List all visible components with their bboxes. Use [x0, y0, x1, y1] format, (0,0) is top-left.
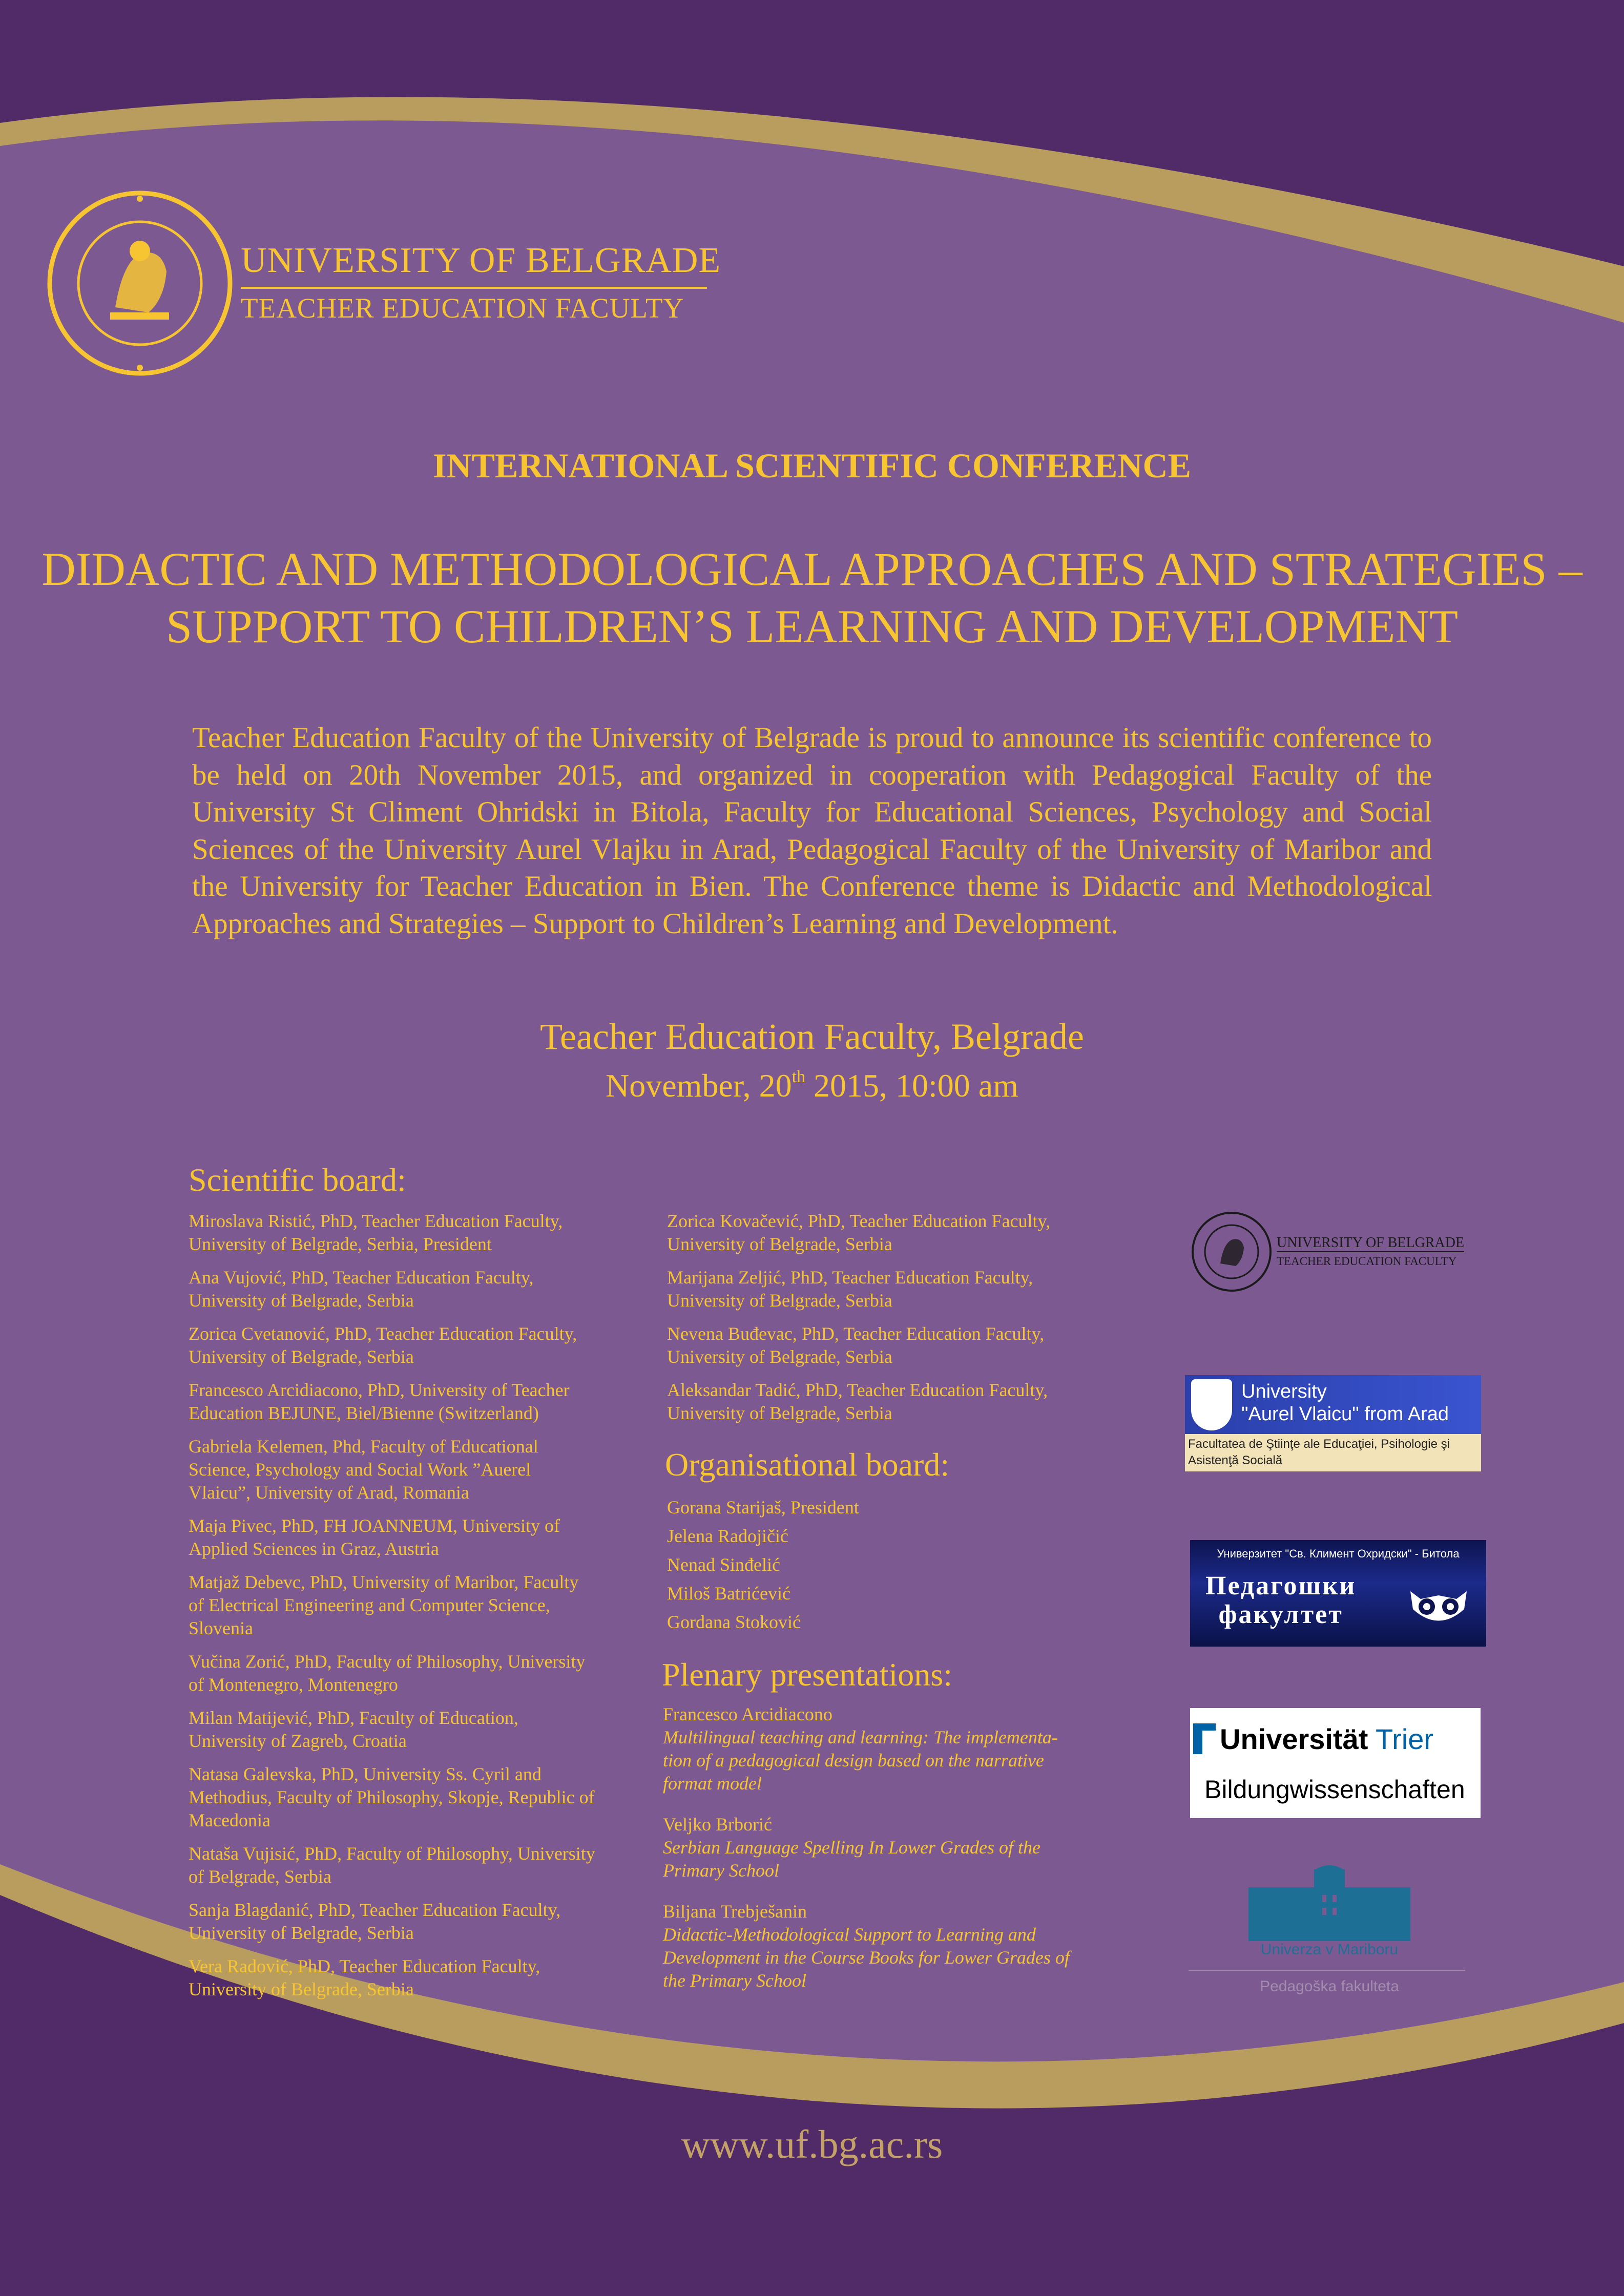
university-name: UNIVERSITY OF BELGRADE [241, 241, 721, 280]
belgrade-logo-name: UNIVERSITY OF BELGRADE [1277, 1235, 1464, 1252]
board-member [189, 1210, 629, 1256]
arad-logo-faculty-box [1185, 1434, 1481, 1471]
board-member [189, 1899, 629, 1945]
university-seal-logo [46, 189, 234, 377]
plenary-item [663, 1900, 1070, 1992]
plenary-talk-title-line: the Primary School [663, 1970, 806, 1991]
plenary-talk-title-line: Primary School [663, 1860, 779, 1881]
board-member-line: University of Belgrade, Serbia [189, 1290, 414, 1311]
board-member-line: Methodius, Faculty of Philosophy, Skopje, Republic of [189, 1787, 595, 1807]
partner-logo-maribor [1189, 1864, 1465, 2003]
board-member-line: Nataša Vujisić, PhD, Faculty of Philosophy, University [189, 1843, 595, 1864]
arad-logo-banner [1185, 1375, 1481, 1434]
bitola-faculty-line-1: Педагошки [1205, 1571, 1357, 1600]
board-member-line: University of Belgrade, Serbia [667, 1403, 892, 1423]
board-member-line: Vučina Zorić, PhD, Faculty of Philosophy, University [189, 1651, 586, 1672]
plenary-talk-title-line: tion of a pedagogical design based on the narrative [663, 1750, 1044, 1771]
conference-kind-heading: INTERNATIONAL SCIENTIFIC CONFERENCE [433, 446, 1191, 485]
arad-name-line-2: "Aurel Vlaicu" from Arad [1241, 1403, 1449, 1425]
board-member-line: Ana Vujović, PhD, Teacher Education Faculty, [189, 1267, 534, 1288]
arad-name-line-1: University [1241, 1381, 1327, 1402]
board-member-line: Nevena Buđevac, PhD, Teacher Education Faculty, [667, 1323, 1045, 1344]
bitola-logo-university: Универзитет "Св. Климент Охридски" - Битола [1217, 1547, 1460, 1560]
maribor-building-icon [1248, 1864, 1410, 1941]
trier-logo-faculty: Bildungwissenschaften [1204, 1775, 1465, 1804]
board-member [189, 1707, 629, 1753]
board-member-line: Science, Psychology and Social Work ”Auerel [189, 1459, 531, 1480]
organisational-board-member: Nenad Sinđelić [667, 1554, 780, 1575]
bitola-logo-faculty [1205, 1572, 1356, 1629]
partner-logo-bitola [1190, 1540, 1486, 1647]
board-member [189, 1763, 629, 1832]
board-member-line: University of Belgrade, Serbia [189, 1346, 414, 1367]
organisational-board-member: Miloš Batrićević [667, 1583, 790, 1604]
owl-icon [1405, 1581, 1472, 1627]
board-member [189, 1571, 629, 1640]
plenary-item [663, 1703, 1070, 1795]
board-member-line: Francesco Arcidiacono, PhD, University of Teacher [189, 1380, 570, 1400]
partner-logo-arad [1185, 1375, 1481, 1471]
arad-logo-name [1241, 1380, 1449, 1425]
plenary-presentations-title: Plenary presentations: [662, 1656, 952, 1693]
board-member-line: Marijana Zeljić, PhD, Teacher Education Faculty, [667, 1267, 1033, 1288]
conference-intro-paragraph: Teacher Education Faculty of the University of Belgrade is proud to announce its scientific conference to be held on 20th November 2015, and organized in cooperation with Pedagogical Faculty of the University St Climent Ohridski in Bitola, Faculty for Educational Sciences, Psychology and Social Sciences of the University Aurel Vlajku in Arad, Pedagogical Faculty of the University of Maribor and the University for Teacher Education in Bien. The Conference theme is Didactic and Methodological Approaches and Strategies – Support to Children’s Learning and Development. [192, 722, 1432, 940]
partner-logo-belgrade [1190, 1210, 1487, 1294]
maribor-logo-divider [1189, 1970, 1465, 1971]
board-member [189, 1435, 629, 1504]
partner-logo-trier [1190, 1708, 1481, 1818]
board-member [189, 1266, 629, 1312]
board-member-line: Milan Matijević, PhD, Faculty of Education, [189, 1708, 518, 1728]
plenary-talk-title-line: format model [663, 1773, 762, 1794]
board-member-line: Maja Pivec, PhD, FH JOANNEUM, University of [189, 1515, 560, 1536]
conference-date [0, 1068, 1624, 1104]
board-member [189, 1514, 629, 1561]
plenary-talk-title-line: Didactic-Methodological Support to Learning and [663, 1924, 1036, 1945]
board-member-line: Vlaicu”, University of Arad, Romania [189, 1482, 469, 1503]
board-member [189, 1955, 629, 2001]
board-member-line: Miroslava Ristić, PhD, Teacher Education Faculty, [189, 1211, 563, 1231]
trier-name-bold: Universität [1220, 1723, 1368, 1755]
board-member-line: Slovenia [189, 1618, 253, 1638]
university-name-underline [241, 287, 707, 289]
organisational-board-member: Gorana Starijaš, President [667, 1497, 859, 1518]
board-member [189, 1842, 629, 1888]
board-member-line: Applied Sciences in Graz, Austria [189, 1539, 439, 1559]
date-superscript: th [792, 1067, 806, 1086]
arad-shield-icon [1191, 1379, 1232, 1430]
plenary-talk-title-line: Development in the Course Books for Lower Grades of [663, 1947, 1070, 1968]
board-member-line: Macedonia [189, 1810, 270, 1830]
board-member [189, 1379, 629, 1425]
board-member-line: Gabriela Kelemen, Phd, Faculty of Educational [189, 1436, 538, 1457]
board-member-line: University of Belgrade, Serbia [667, 1234, 892, 1254]
conference-title [0, 540, 1624, 655]
organisational-board-member: Gordana Stoković [667, 1612, 801, 1632]
board-member-line: Aleksandar Tadić, PhD, Teacher Education Faculty, [667, 1380, 1048, 1400]
board-member [189, 1322, 629, 1368]
board-member-line: Matjaž Debevc, PhD, University of Maribor, Faculty [189, 1572, 579, 1592]
scientific-board-column-1 [189, 1210, 629, 2011]
trier-logo-name [1220, 1723, 1433, 1755]
plenary-talk-title-line: Multilingual teaching and learning: The implementa- [663, 1727, 1058, 1747]
scientific-board-title: Scientific board: [189, 1162, 406, 1198]
board-member-line: University of Belgrade, Serbia [667, 1290, 892, 1311]
board-member-line: Zorica Cvetanović, PhD, Teacher Education Faculty, [189, 1323, 577, 1344]
board-member-line: University of Belgrade, Serbia, President [189, 1234, 492, 1254]
board-member [667, 1379, 1108, 1425]
belgrade-seal-icon [1190, 1210, 1274, 1294]
scientific-board-column-2 [667, 1210, 1108, 1435]
venue: Teacher Education Faculty, Belgrade [540, 1016, 1084, 1057]
plenary-speaker: Veljko Brborić [663, 1814, 772, 1835]
date-suffix: 2015, 10:00 am [805, 1067, 1018, 1104]
board-member-line: Natasa Galevska, PhD, University Ss. Cyril and [189, 1764, 542, 1784]
board-member-line: University of Zagreb, Croatia [189, 1731, 407, 1751]
organisational-board-member: Jelena Radojičić [667, 1526, 788, 1546]
plenary-talk-title-line: Serbian Language Spelling In Lower Grades of the [663, 1837, 1040, 1858]
board-member-line: University of Belgrade, Serbia [189, 1923, 414, 1943]
board-member-line: Education BEJUNE, Biel/Bienne (Switzerland) [189, 1403, 539, 1423]
organisational-board-title: Organisational board: [665, 1446, 950, 1483]
conference-title-line-2: SUPPORT TO CHILDREN’S LEARNING AND DEVELOPMENT [165, 600, 1459, 652]
conference-title-line-1: DIDACTIC AND METHODOLOGICAL APPROACHES AND STRATEGIES – [41, 543, 1583, 595]
trier-mark-icon [1193, 1723, 1216, 1754]
trier-name-light: Trier [1368, 1723, 1433, 1755]
board-member-line: of Belgrade, Serbia [189, 1866, 331, 1887]
date-prefix: November, 20 [606, 1067, 792, 1104]
board-member [667, 1210, 1108, 1256]
board-member-line: Sanja Blagdanić, PhD, Teacher Education Faculty, [189, 1900, 561, 1920]
arad-logo-faculty: Facultatea de Ştiinţe ale Educaţiei, Psihologie şi Asistenţă Socială [1188, 1437, 1450, 1467]
maribor-logo-faculty: Pedagoška fakulteta [1260, 1978, 1399, 1995]
board-member [189, 1650, 629, 1696]
maribor-logo-name: Univerza v Mariboru [1260, 1941, 1399, 1958]
organisational-board-list [667, 1493, 859, 1636]
board-member [667, 1266, 1108, 1312]
bitola-faculty-line-2: факултет [1218, 1600, 1343, 1629]
board-member-line: University of Belgrade, Serbia [667, 1346, 892, 1367]
plenary-speaker: Biljana Trebješanin [663, 1901, 807, 1922]
board-member-line: Zorica Kovačević, PhD, Teacher Education Faculty, [667, 1211, 1051, 1231]
board-member-line: University of Belgrade, Serbia [189, 1979, 414, 1999]
board-member-line: of Montenegro, Montenegro [189, 1674, 398, 1695]
board-member [667, 1322, 1108, 1368]
faculty-name: TEACHER EDUCATION FACULTY [241, 292, 684, 324]
board-member-line: of Electrical Engineering and Computer Science, [189, 1595, 550, 1615]
plenary-speaker: Francesco Arcidiacono [663, 1704, 832, 1724]
website-link[interactable]: www.uf.bg.ac.rs [681, 2122, 943, 2166]
belgrade-logo-faculty: TEACHER EDUCATION FACULTY [1277, 1255, 1457, 1268]
plenary-presentations-list [663, 1703, 1070, 2010]
plenary-item [663, 1813, 1070, 1882]
board-member-line: Vera Radović, PhD, Teacher Education Faculty, [189, 1956, 540, 1976]
